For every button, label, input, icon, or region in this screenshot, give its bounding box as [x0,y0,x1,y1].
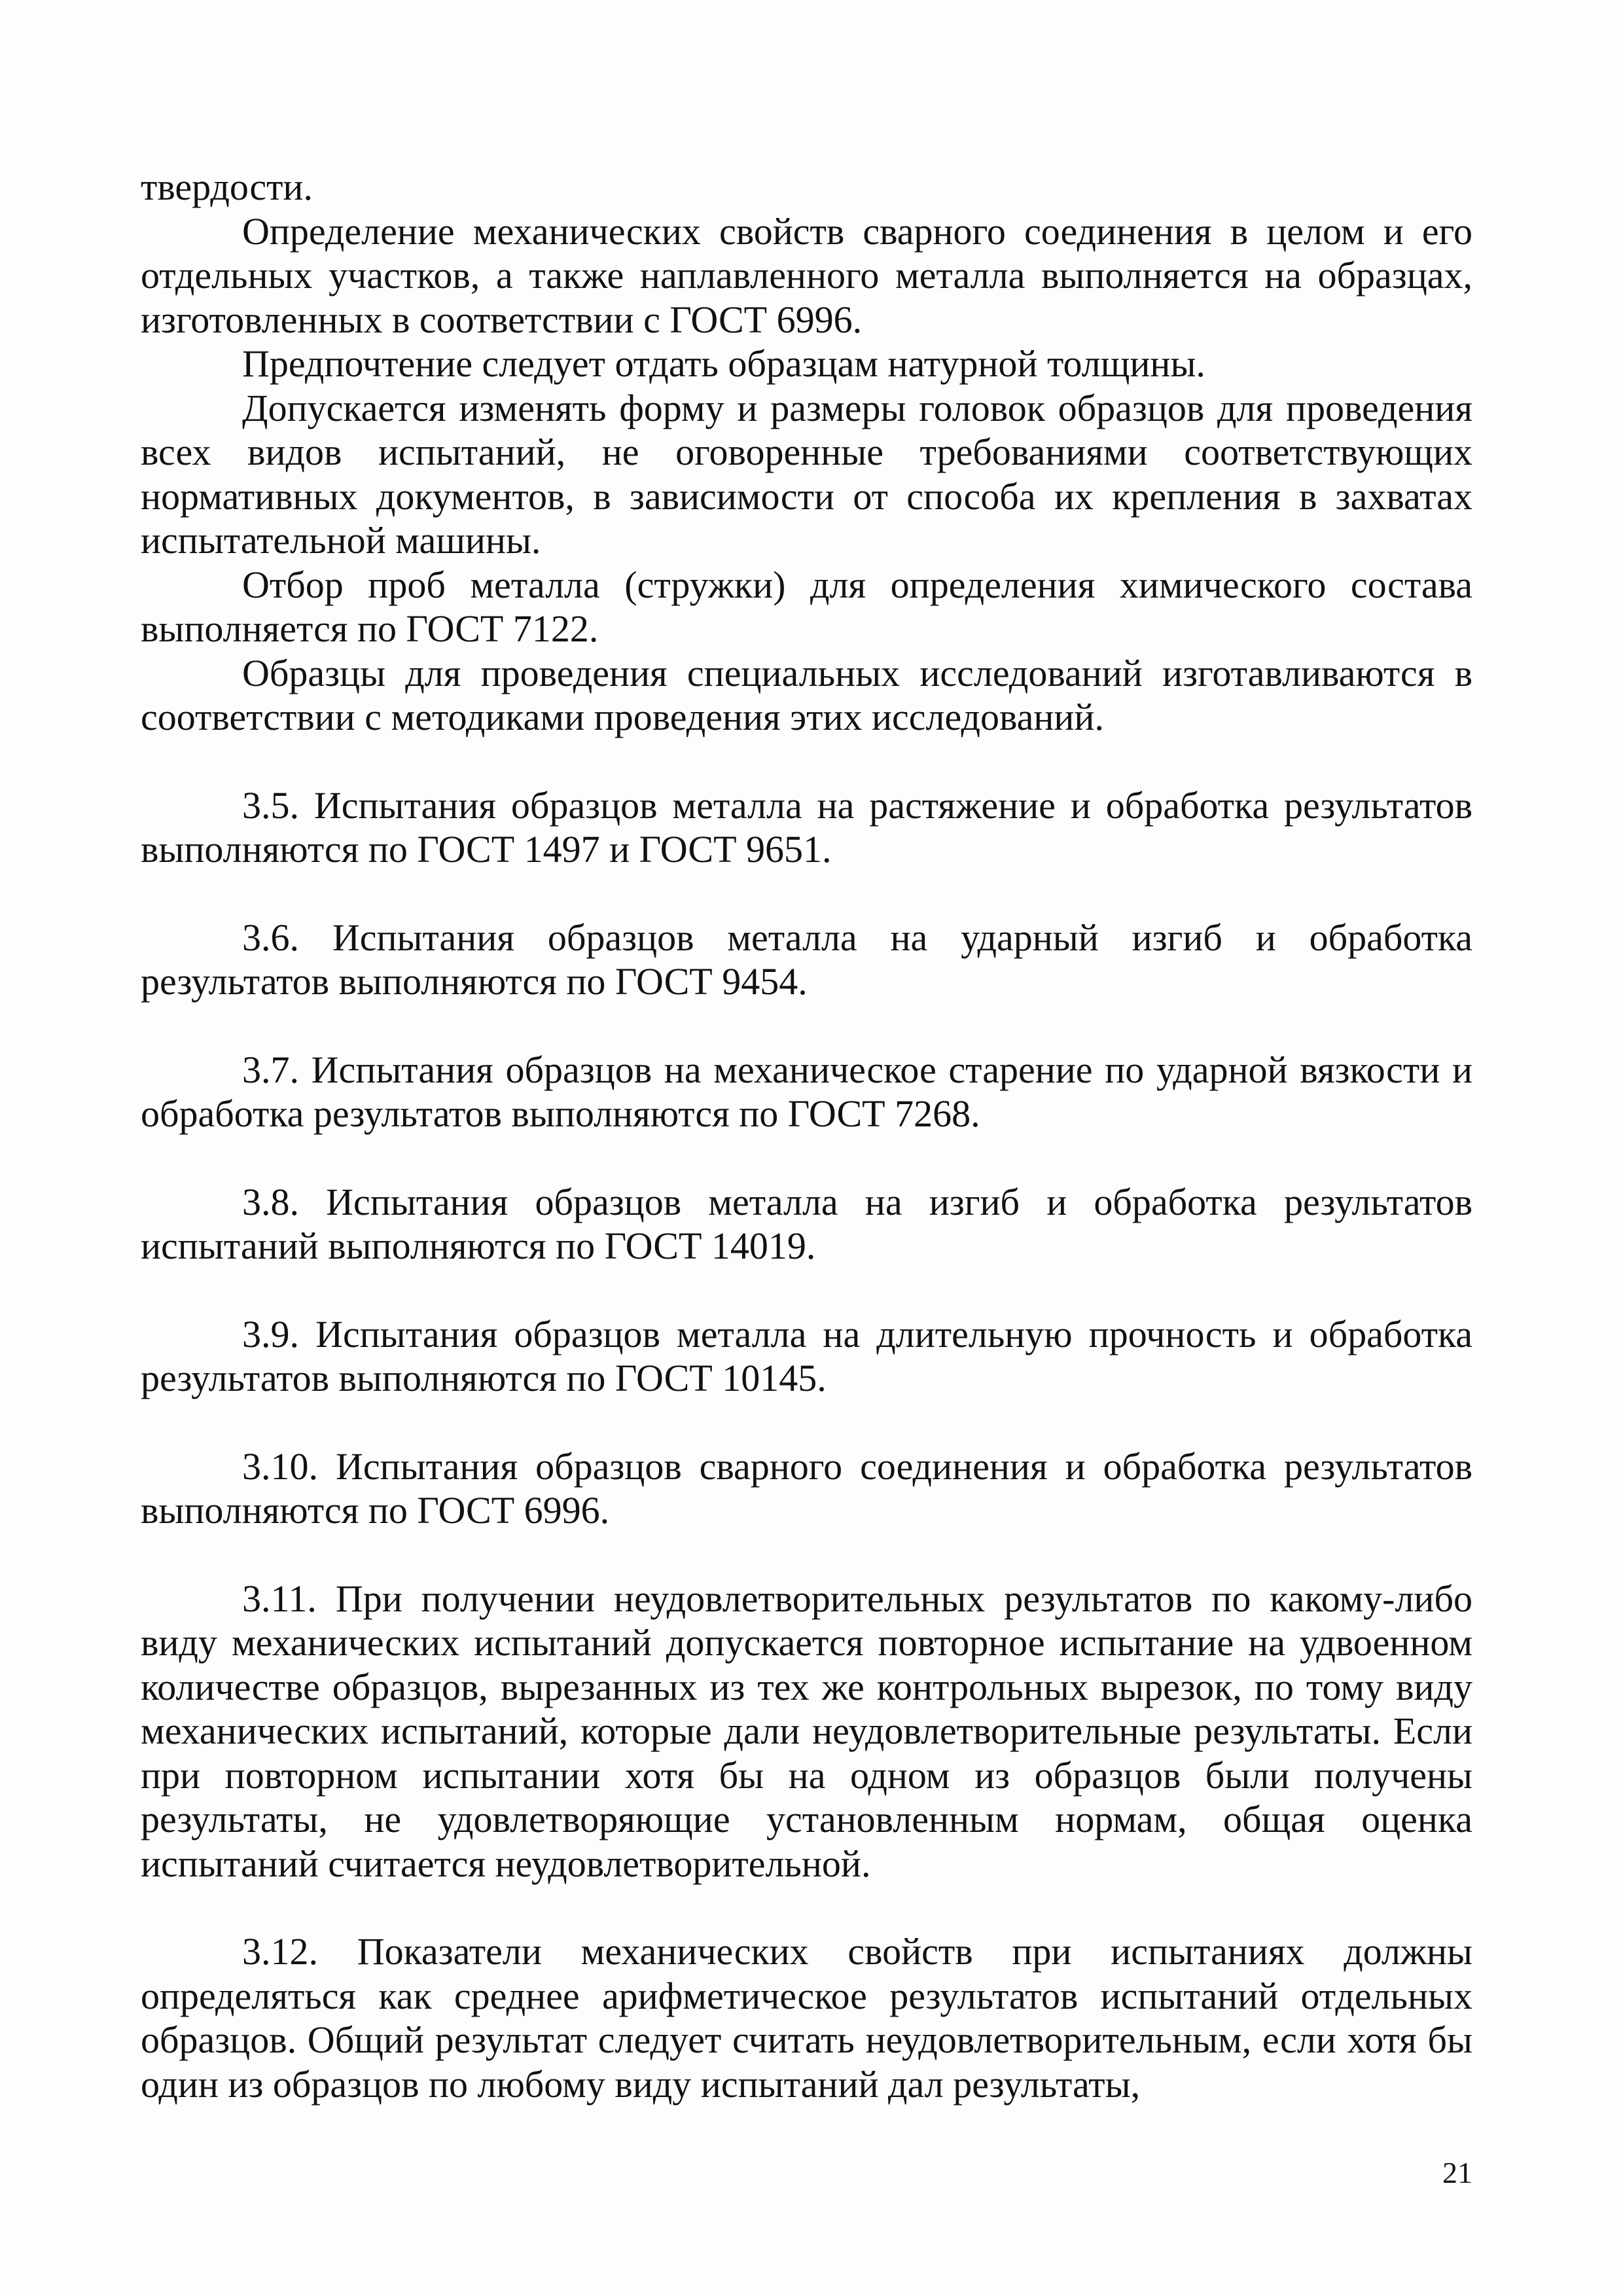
clause-3-7: 3.7. Испытания образцов на механическое старение по ударной вязкости и обработка результатов выполняются по ГОСТ 7268. [141,1048,1472,1135]
clause-3-10: 3.10. Испытания образцов сварного соединения и обработка результатов выполняются по ГОСТ 6996. [141,1444,1472,1532]
clause-3-11: 3.11. При получении неудовлетворительных результатов по какому-либо виду механических испытаний допускается повторное испытание на удвоенном количестве образцов, вырезанных из тех же контрольных вырезок, по тому виду механических испытаний, которые дали неудовлетворительные результаты. Если при повторном испытании хотя бы на одном из образцов были получены результаты, не удовлетворяющие установленным нормам, общая оценка испытаний считается неудовлетворительной. [141,1577,1472,1885]
clause-3-6: 3.6. Испытания образцов металла на ударный изгиб и обработка результатов выполняются по ГОСТ 9454. [141,916,1472,1003]
clause-3-9: 3.9. Испытания образцов металла на длительную прочность и обработка результатов выполняются по ГОСТ 10145. [141,1312,1472,1399]
paragraph-continuation: твердости. [141,166,313,208]
paragraph-chemical-sampling: Отбор проб металла (стружки) для определения химического состава выполняется по ГОСТ 7122. [141,563,1472,650]
clause-3-12: 3.12. Показатели механических свойств при испытаниях должны определяться как среднее арифметическое результатов испытаний отдельных образцов. Общий результат следует считать неудовлетворительным, если хотя бы один из образцов по любому виду испытаний дал результаты, [141,1930,1472,2106]
document-body [141,165,1472,2106]
paragraph-full-thickness: Предпочтение следует отдать образцам натурной толщины. [242,342,1205,385]
paragraph-mechanical-properties: Определение механических свойств сварного соединения в целом и его отдельных участков, а также наплавленного металла выполняется на образцах, изготовленных в соответствии с ГОСТ 6996. [141,209,1472,341]
paragraph-specimen-heads: Допускается изменять форму и размеры головок образцов для проведения всех видов испытаний, не оговоренные требованиями соответствующих нормативных документов, в зависимости от способа их крепления в захватах испытательной машины. [141,386,1472,562]
clause-3-5: 3.5. Испытания образцов металла на растяжение и обработка результатов выполняются по ГОСТ 1497 и ГОСТ 9651. [141,783,1472,870]
paragraph-special-research: Образцы для проведения специальных исследований изготавливаются в соответствии с методиками проведения этих исследований. [141,651,1472,738]
clause-3-8: 3.8. Испытания образцов металла на изгиб и обработка результатов испытаний выполняются по ГОСТ 14019. [141,1180,1472,1267]
page-number: 21 [1442,2156,1472,2189]
